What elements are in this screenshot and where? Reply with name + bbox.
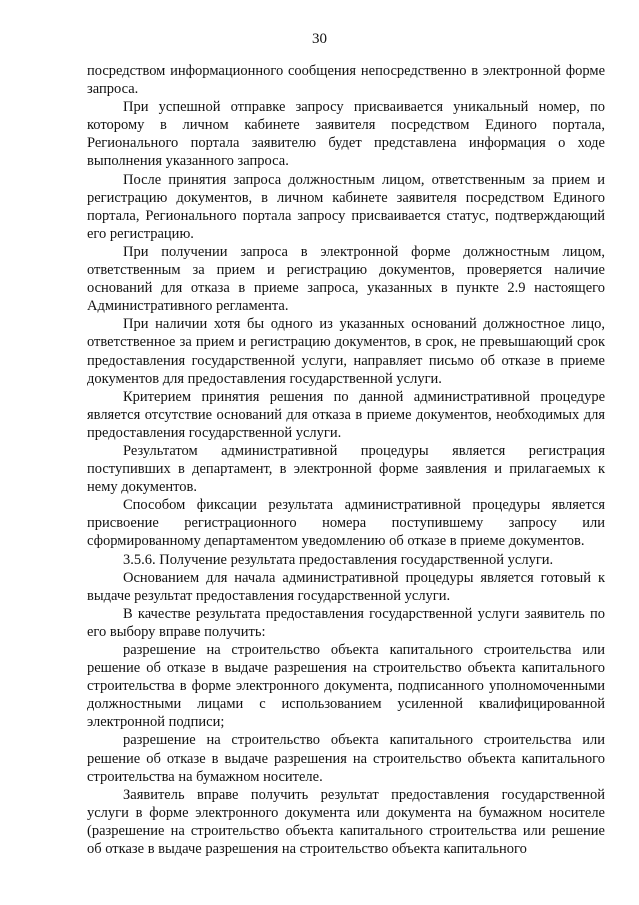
paragraph: Результатом административной процедуры является регистрация поступивших в департамент, в электронной форме заявления и прилагаемых к нему документов. bbox=[87, 442, 605, 496]
paragraph: Способом фиксации результата административной процедуры является присвоение регистрационного номера поступившему запросу или сформированному департаментом уведомлению об отказе в приеме документов. bbox=[87, 497, 605, 550]
paragraph: Заявитель вправе получить результат предоставления государственной услуги в форме электронного документа или документа на бумажном носителе (разрешение на строительство объекта капитального строительства или решение об отказе в выдаче разрешения на строительство объекта капитального bbox=[87, 786, 605, 858]
paragraph: В качестве результата предоставления государственной услуги заявитель по его выбору вправе получить: bbox=[87, 605, 605, 640]
paragraph: посредством информационного сообщения непосредственно в электронной форме запроса. bbox=[87, 63, 605, 98]
section-heading: 3.5.6. Получение результата предоставления государственной услуги. bbox=[123, 551, 554, 568]
paragraph: Критерием принятия решения по данной административной процедуре является отсутствие оснований для отказа в приеме документов, необходимых для предоставления государственной услуги. bbox=[87, 388, 605, 441]
list-item: разрешение на строительство объекта капитального строительства или решение об отказе в выдаче разрешения на строительство объекта капитального строительства на бумажном носителе. bbox=[87, 732, 605, 785]
page-number: 30 bbox=[312, 31, 327, 47]
paragraph: При получении запроса в электронной форме должностным лицом, ответственным за прием и регистрацию документов, проверяется наличие оснований для отказа в приеме запроса, указанных в пункте 2.9 настоящего Административного регламента. bbox=[87, 243, 605, 315]
paragraph: Основанием для начала административной процедуры является готовый к выдаче результат предоставления государственной услуги. bbox=[87, 569, 605, 604]
list-item: разрешение на строительство объекта капитального строительства или решение об отказе в выдаче разрешения на строительство объекта капитального строительства в форме электронного документа, подписанного уполномоченными должностными лицами с использованием усиленной квалифицированной электронной подписи; bbox=[87, 642, 605, 731]
paragraph: При наличии хотя бы одного из указанных оснований должностное лицо, ответственное за прием и регистрацию документов, в срок, не превышающий срок предоставления государственной услуги, направляет письмо об отказе в приеме документов для предоставления государственной услуги. bbox=[87, 316, 605, 387]
paragraph: После принятия запроса должностным лицом, ответственным за прием и регистрацию документов, в личном кабинете заявителя посредством Единого портала, Регионального портала запросу присваивается статус, подтверждающий его регистрацию. bbox=[87, 171, 605, 242]
paragraph: При успешной отправке запросу присваивается уникальный номер, по которому в личном кабинете заявителя посредством Единого портала, Регионального портала заявителю будет представлена информация о ходе выполнения указанного запроса. bbox=[87, 99, 605, 170]
document-body bbox=[87, 62, 605, 858]
